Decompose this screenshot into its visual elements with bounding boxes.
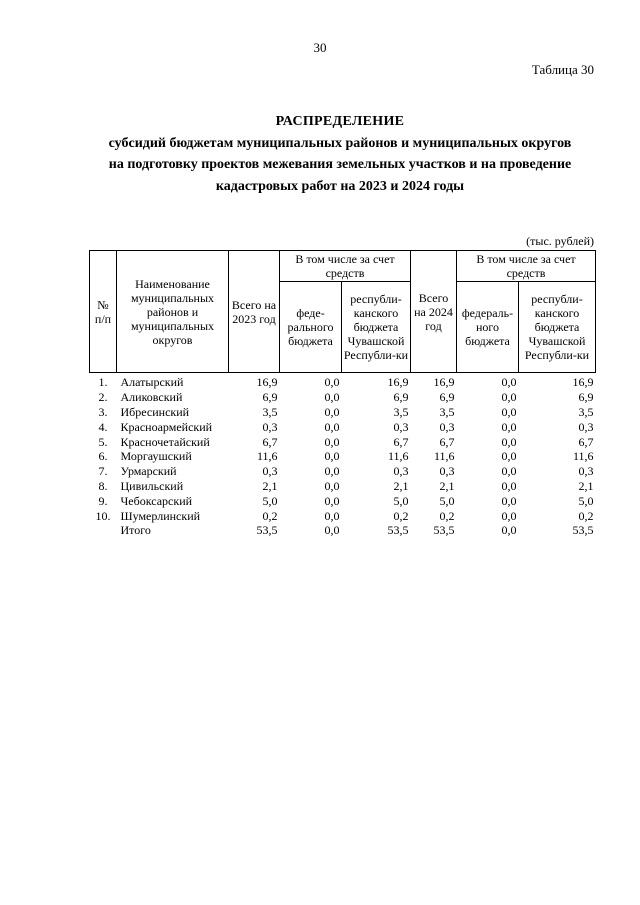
total-2023-cell: 0,2 [262, 508, 278, 523]
table-body [90, 373, 596, 538]
table-row [90, 508, 596, 523]
total-2023-cell: 11,6 [256, 449, 278, 464]
row-number [90, 523, 117, 538]
header-name: Наименование муниципальных районов и муниципальных округов [117, 251, 229, 373]
total-2023-cell: 3,5 [262, 404, 278, 419]
table-row [90, 464, 596, 479]
republic-2023-cell: 5,0 [393, 493, 409, 508]
federal-2024-cell: 0,0 [501, 419, 517, 434]
row-name: Цивильский [120, 478, 184, 493]
header-including-2023: В том числе за счет средств [280, 251, 411, 282]
title-line: кадастровых работ на 2023 и 2024 годы [215, 178, 465, 194]
total-2023-cell: 0,3 [262, 464, 278, 479]
republic-2024-cell: 3,5 [578, 404, 594, 419]
federal-2023-cell: 0,0 [324, 523, 340, 538]
republic-2024-cell: 6,7 [578, 434, 594, 449]
federal-2023-cell: 0,0 [324, 508, 340, 523]
row-name: Урмарский [120, 464, 177, 479]
republic-2024-cell: 11,6 [572, 449, 594, 464]
row-number: 1. [98, 375, 108, 390]
page-number: 30 [313, 40, 327, 55]
distribution-table [89, 250, 596, 538]
header-federal-2024: федераль-ного бюджета [457, 282, 519, 373]
row-name: Моргаушский [120, 449, 192, 464]
row-number: 9. [98, 493, 108, 508]
federal-2023-cell: 0,0 [324, 375, 340, 390]
republic-2024-cell: 16,9 [572, 375, 594, 390]
republic-2024-cell: 5,0 [578, 493, 594, 508]
total-2024-cell: 0,2 [439, 508, 455, 523]
total-2023-cell: 0,3 [262, 419, 278, 434]
total-2024-cell: 0,3 [439, 464, 455, 479]
republic-2024-cell: 6,9 [578, 390, 594, 405]
total-2023-cell: 5,0 [262, 493, 278, 508]
row-number: 6. [98, 449, 108, 464]
republic-2023-cell: 0,3 [393, 419, 409, 434]
title-line: на подготовку проектов межевания земельных участков и на проведение [108, 157, 572, 172]
row-name: Красноармейский [120, 419, 213, 434]
federal-2023-cell: 0,0 [324, 419, 340, 434]
header-including-2024: В том числе за счет средств [457, 251, 596, 282]
table-label: Таблица 30 [531, 62, 594, 77]
federal-2023-cell: 0,0 [324, 449, 340, 464]
federal-2023-cell: 0,0 [324, 390, 340, 405]
total-2023-cell: 6,7 [262, 434, 278, 449]
total-2024-cell: 3,5 [439, 404, 455, 419]
table-row [90, 419, 596, 434]
federal-2024-cell: 0,0 [501, 508, 517, 523]
table-row [90, 479, 596, 494]
federal-2024-cell: 0,0 [501, 375, 517, 390]
row-name: Шумерлинский [120, 508, 201, 523]
row-number: 3. [98, 404, 108, 419]
header-number: № п/п [90, 251, 117, 373]
title-line: субсидий бюджетам муниципальных районов и муниципальных округов [108, 135, 572, 151]
row-name: Аликовский [120, 390, 183, 405]
row-number: 10. [95, 508, 111, 523]
header-republic-2023: республи-канского бюджета Чувашской Республи-ки [342, 282, 411, 373]
republic-2023-cell: 6,7 [393, 434, 409, 449]
units-label: (тыс. рублей) [526, 234, 594, 248]
total-2024-cell: 6,7 [439, 434, 455, 449]
republic-2023-cell: 11,6 [387, 449, 409, 464]
row-number: 7. [98, 464, 108, 479]
republic-2024-cell: 0,3 [578, 419, 594, 434]
row-name: Алатырский [120, 375, 184, 390]
row-name: Итого [120, 523, 151, 538]
total-2023-cell: 6,9 [262, 390, 278, 405]
header-federal-2023: феде-рального бюджета [280, 282, 342, 373]
republic-2023-cell: 0,2 [393, 508, 409, 523]
federal-2024-cell: 0,0 [501, 449, 517, 464]
row-name: Ибресинский [120, 404, 190, 419]
republic-2023-cell: 0,3 [393, 464, 409, 479]
header-total-2024: Всего на 2024 год [411, 251, 457, 373]
header-republic-2024: республи-канского бюджета Чувашской Республи-ки [519, 282, 596, 373]
total-2024-cell: 53,5 [433, 523, 455, 538]
federal-2024-cell: 0,0 [501, 464, 517, 479]
table-row [90, 523, 596, 538]
federal-2024-cell: 0,0 [501, 404, 517, 419]
header-total-2023: Всего на 2023 год [229, 251, 280, 373]
total-2023-cell: 16,9 [256, 375, 278, 390]
row-name: Чебоксарский [120, 493, 193, 508]
federal-2024-cell: 0,0 [501, 493, 517, 508]
total-2024-cell: 2,1 [439, 478, 455, 493]
total-2024-cell: 5,0 [439, 493, 455, 508]
table-row [90, 373, 596, 390]
row-number: 4. [98, 419, 108, 434]
republic-2023-cell: 6,9 [393, 390, 409, 405]
republic-2023-cell: 53,5 [387, 523, 409, 538]
row-number: 2. [98, 390, 108, 405]
table-row [90, 405, 596, 420]
federal-2024-cell: 0,0 [501, 478, 517, 493]
republic-2024-cell: 0,3 [578, 464, 594, 479]
federal-2023-cell: 0,0 [324, 478, 340, 493]
title-main: РАСПРЕДЕЛЕНИЕ [275, 114, 405, 129]
republic-2024-cell: 0,2 [578, 508, 594, 523]
federal-2024-cell: 0,0 [501, 390, 517, 405]
total-2023-cell: 53,5 [256, 523, 278, 538]
total-2023-cell: 2,1 [262, 478, 278, 493]
table-row [90, 434, 596, 449]
total-2024-cell: 6,9 [439, 390, 455, 405]
republic-2024-cell: 53,5 [572, 523, 594, 538]
federal-2023-cell: 0,0 [324, 404, 340, 419]
row-number: 5. [98, 434, 108, 449]
republic-2023-cell: 2,1 [393, 478, 409, 493]
row-name: Красночетайский [120, 434, 210, 449]
federal-2024-cell: 0,0 [501, 523, 517, 538]
federal-2023-cell: 0,0 [324, 464, 340, 479]
document-title [60, 111, 620, 197]
row-number: 8. [98, 478, 108, 493]
table-row [90, 390, 596, 405]
table-row [90, 493, 596, 508]
total-2024-cell: 11,6 [433, 449, 455, 464]
total-2024-cell: 16,9 [433, 375, 455, 390]
republic-2023-cell: 16,9 [387, 375, 409, 390]
federal-2023-cell: 0,0 [324, 493, 340, 508]
federal-2023-cell: 0,0 [324, 434, 340, 449]
federal-2024-cell: 0,0 [501, 434, 517, 449]
republic-2024-cell: 2,1 [578, 478, 594, 493]
table-row [90, 449, 596, 464]
republic-2023-cell: 3,5 [393, 404, 409, 419]
total-2024-cell: 0,3 [439, 419, 455, 434]
